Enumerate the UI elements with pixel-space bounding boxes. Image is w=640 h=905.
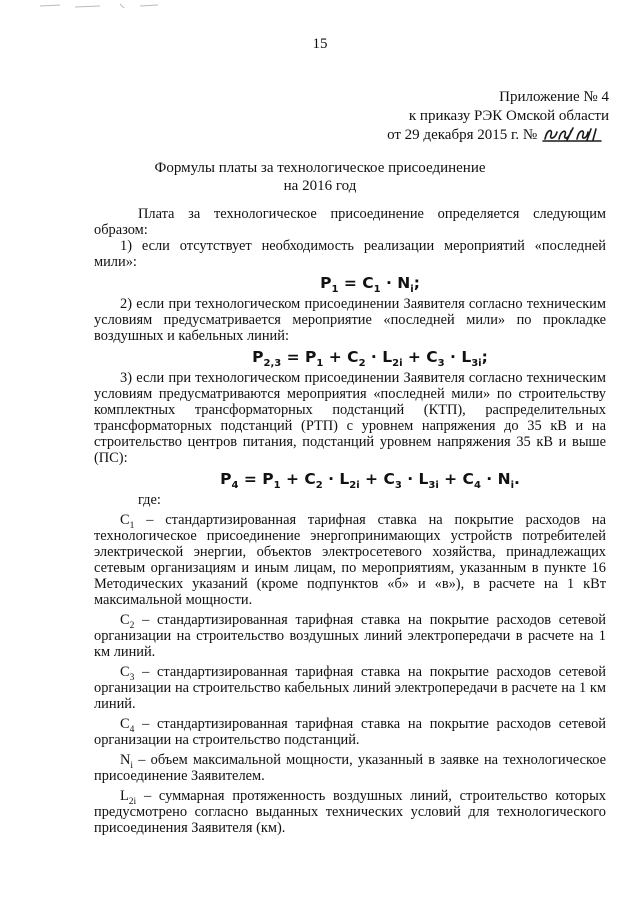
title-line-1: Формулы платы за технологическое присоединение bbox=[154, 160, 486, 176]
title-line-2: на 2016 год bbox=[283, 178, 357, 194]
document-title bbox=[0, 159, 640, 195]
document-body bbox=[94, 206, 606, 836]
definition-c3: $C_3$ – стандартизированная тарифная ставка на покрытие расходов сетевой организации на строительство кабельных линий электропередачи в расчете на 1 км линий. bbox=[94, 664, 606, 712]
appendix-line-3 bbox=[387, 126, 609, 145]
case-1-paragraph: 1) если отсутствует необходимость реализации мероприятий «последней мили»: bbox=[94, 238, 606, 270]
order-date: от 29 декабря 2015 г. № bbox=[387, 127, 538, 143]
formula-p1: $P_1 = C_1 \cdot N_i$; bbox=[320, 274, 420, 296]
formula-p4: $P_4 = P_1 + C_2 \cdot L_{2i} + C_3 \cdot L_{3i} + C_4 \cdot N_i$. bbox=[220, 470, 520, 492]
definition-ni: $N_i$ – объем максимальной мощности, указанный в заявке на технологическое присоединение Заявителем. bbox=[94, 752, 606, 784]
case-2-paragraph: 2) если при технологическом присоединении Заявителя согласно техническим условиям предусматривается мероприятие «последней мили» по прокладке воздушных и кабельных линий: bbox=[94, 296, 606, 344]
definition-c2: $C_2$ – стандартизированная тарифная ставка на покрытие расходов сетевой организации на строительство воздушных линий электропередачи в расчете на 1 км линий. bbox=[94, 612, 606, 660]
definition-c1: $C_1$ – стандартизированная тарифная ставка на покрытие расходов на технологическое присоединение энергопринимающих устройств потребителей электрической энергии, объектов электросетевого хозяйства, принадлежащих сетевым организациям и иным лицам, по мероприятиям, указанным в пункте 16 Методических указаний (кроме подпунктов «б» и «в»), в расчете на 1 кВт максимальной мощности. bbox=[94, 512, 606, 608]
appendix-line-2: к приказу РЭК Омской области bbox=[408, 108, 609, 124]
appendix-line-1: Приложение № 4 bbox=[499, 89, 609, 105]
case-3-paragraph: 3) если при технологическом присоединении Заявителя согласно техническим условиям предусматриваются мероприятия «последней мили» по строительству комплектных трансформаторных подстанций (КТП), распределительных трансформаторных подстанций (РТП) с уровнем напряжения до 35 кВ и на строительство центров питания, подстанций уровнем напряжения 35 кВ и выше (ПС): bbox=[94, 370, 606, 466]
definition-c4: $C_4$ – стандартизированная тарифная ставка на покрытие расходов сетевой организации на строительство подстанций. bbox=[94, 716, 606, 748]
handwritten-order-number bbox=[541, 126, 609, 142]
formula-p23: $P_{2,3} = P_1 + C_2 \cdot L_{2i} + C_3 \cdot L_{3i}$; bbox=[252, 348, 488, 370]
scan-artifact bbox=[40, 2, 180, 10]
intro-paragraph: Плата за технологическое присоединение определяется следующим образом: bbox=[94, 206, 606, 238]
page-number: 15 bbox=[312, 36, 328, 52]
definition-l2i: $L_{2i}$ – суммарная протяженность воздушных линий, строительство которых предусмотрено согласно выданных технических условий для технологического присоединения Заявителя (км). bbox=[94, 788, 606, 836]
appendix-header bbox=[387, 88, 609, 145]
where-label: где: bbox=[138, 492, 161, 508]
